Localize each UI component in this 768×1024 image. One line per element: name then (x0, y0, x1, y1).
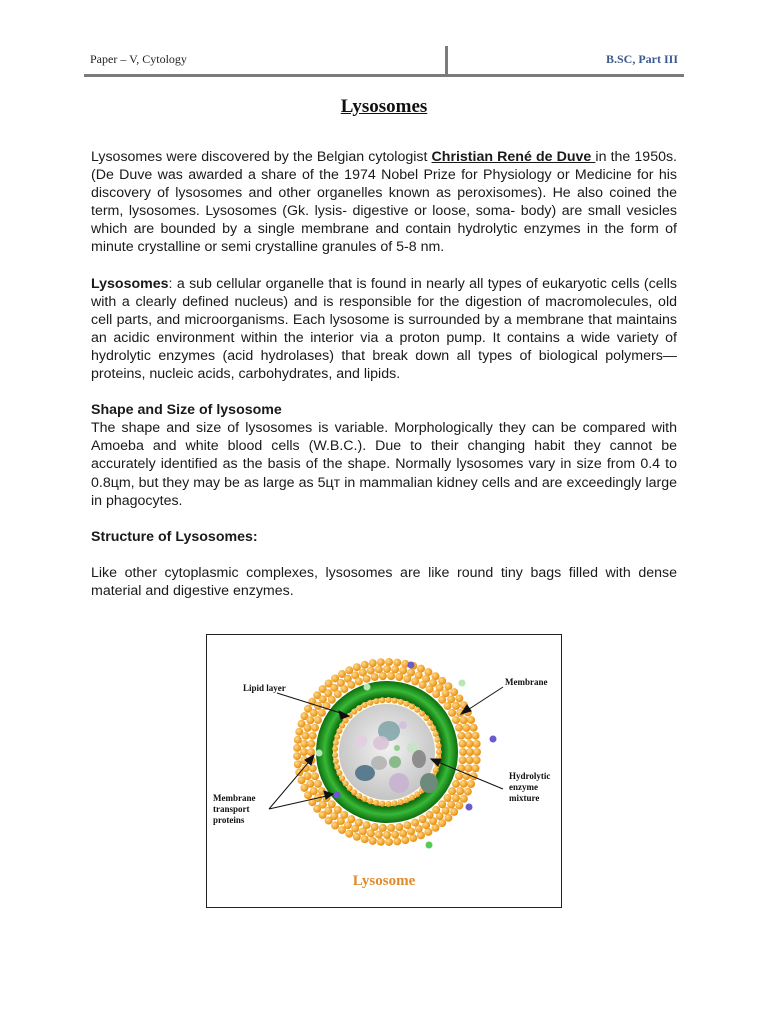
lipid-head (452, 780, 460, 788)
lipid-head (387, 824, 395, 832)
lipid-head (398, 799, 404, 805)
lipid-head (432, 672, 440, 680)
lipid-head (464, 732, 472, 740)
figure-caption: Lysosome (352, 873, 416, 889)
lipid-head (432, 824, 440, 832)
lipid-head (457, 732, 465, 740)
lipid-head (459, 756, 467, 764)
header-course: B.SC, Part III (605, 52, 678, 66)
lipid-head (371, 823, 379, 831)
lipid-head (361, 835, 369, 843)
page-title: Lysosomes (340, 96, 428, 117)
lipid-head (455, 802, 463, 810)
lipid-head (362, 702, 368, 708)
lipid-head (351, 709, 357, 715)
lipid-head (369, 837, 377, 845)
label-hydrolytic-enzyme-line3: mixture (509, 793, 540, 803)
lipid-head (455, 724, 463, 732)
lipid-head (464, 788, 472, 796)
lipid-head (414, 791, 420, 797)
lipid-head (395, 823, 403, 831)
lipid-head (304, 724, 312, 732)
definition-paragraph (91, 275, 677, 384)
lipid-head (328, 696, 336, 704)
lipid-head (332, 746, 338, 752)
lipid-head (385, 658, 393, 666)
lipid-head (436, 743, 442, 749)
lipid-head (404, 701, 410, 707)
lipid-head (356, 793, 362, 799)
lipid-head (314, 716, 322, 724)
lipid-head (375, 831, 383, 839)
lipid-head (414, 707, 420, 713)
lipid-head (351, 789, 357, 795)
lipid-head (436, 749, 442, 755)
lipid-head (398, 699, 404, 705)
lipid-head (302, 732, 310, 740)
lipid-head (435, 737, 441, 743)
intro-paragraph (91, 148, 677, 257)
lipid-head (450, 688, 458, 696)
lipid-head (336, 728, 342, 734)
lipid-head (363, 675, 371, 683)
shape-heading: Shape and Size of lysosome (91, 402, 282, 419)
lipid-head (395, 673, 403, 681)
lipid-head (367, 700, 373, 706)
lipid-head (444, 682, 452, 690)
lipid-head (403, 675, 411, 683)
lipid-head (411, 677, 419, 685)
lipid-head (328, 800, 336, 808)
lipid-head (467, 780, 475, 788)
lipid-head (355, 677, 363, 685)
lipid-head (452, 702, 460, 710)
definition-term: Lysosomes (91, 275, 169, 292)
lipid-head (377, 838, 385, 846)
lipid-head (386, 801, 392, 807)
header-paper: Paper – V, Cytology (90, 52, 187, 66)
lipid-head (456, 787, 464, 795)
header-divider (445, 46, 448, 76)
lipid-head (391, 665, 399, 673)
lipid-head (339, 775, 345, 781)
lipid-head (392, 698, 398, 704)
lipid-head (470, 772, 478, 780)
lipid-head (466, 740, 474, 748)
lipid-head (356, 705, 362, 711)
page-header (84, 44, 684, 76)
lipid-head (386, 697, 392, 703)
lipid-head (334, 690, 342, 698)
lipid-head (455, 772, 463, 780)
lipid-head (409, 795, 415, 801)
label-hydrolytic-enzyme-line1: Hydrolytic (509, 771, 551, 781)
lipid-head (379, 824, 387, 832)
lipid-head (379, 801, 385, 807)
lipid-head (470, 724, 478, 732)
lipid-head (419, 815, 427, 823)
lipid-head (433, 767, 439, 773)
lipid-head (426, 811, 434, 819)
lipid-head (347, 785, 353, 791)
lipid-head (379, 672, 387, 680)
lipid-head (391, 831, 399, 839)
lipid-head (423, 715, 429, 721)
lipid-head (334, 806, 342, 814)
lipid-head (403, 821, 411, 829)
lipid-head (438, 800, 446, 808)
lipid-head (432, 690, 440, 698)
lipid-head (353, 663, 361, 671)
lipid-head (373, 698, 379, 704)
lipid-head (300, 748, 308, 756)
lipid-head (448, 709, 456, 717)
lipid-head (377, 658, 385, 666)
lipid-head (462, 772, 470, 780)
lipid-head (293, 744, 301, 752)
lipid-head (462, 724, 470, 732)
lipid-head (419, 711, 425, 717)
document-body (91, 148, 677, 600)
lipid-head (353, 833, 361, 841)
label-hydrolytic-enzyme-line2: enzyme (509, 782, 538, 792)
lipid-head (409, 703, 415, 709)
label-membrane: Membrane (505, 677, 548, 687)
lipid-head (444, 702, 452, 710)
lipid-head (309, 732, 317, 740)
header-rule (84, 74, 684, 77)
lipid-head (419, 681, 427, 689)
lipid-head (371, 673, 379, 681)
lipid-head (466, 748, 474, 756)
label-transport-proteins-line1: Membrane (213, 793, 256, 803)
lipid-head (426, 685, 434, 693)
lipid-head (306, 716, 314, 724)
lipid-head (393, 837, 401, 845)
lipid-head (362, 796, 368, 802)
lysosome-figure (206, 634, 562, 908)
lipid-head (473, 740, 481, 748)
lipid-head (367, 798, 373, 804)
lipid-head (314, 780, 322, 788)
lipid-head (300, 740, 308, 748)
lipid-head (339, 723, 345, 729)
lipid-head (430, 725, 436, 731)
definition-text: : a sub cellular organelle that is found in nearly all types of eukaryotic cells (cells with a clearly defined nucleus) and is responsible for the digestion of macromolecules, old cell parts, and microorganisms. Each lysosome is surrounded by a membrane that maintains an acidic environment within the interior via a proton pump. It contains a wide variety of hydrolytic enzymes (acid hydrolases) that break down all types of biological polymers—proteins, nucleic acids, carbohydrates, and lipids. (91, 275, 677, 383)
lipid-head (373, 800, 379, 806)
structure-heading: Structure of Lysosomes: (91, 528, 258, 545)
lipid-head (334, 734, 340, 740)
lipid-head (293, 752, 301, 760)
lipid-head (448, 787, 456, 795)
lipid-head (355, 819, 363, 827)
lipid-head (310, 709, 318, 717)
lipid-head (334, 764, 340, 770)
lipid-head (444, 814, 452, 822)
lipid-head (427, 720, 433, 726)
lipid-head (375, 665, 383, 673)
lipid-head (460, 716, 468, 724)
structure-paragraph: Like other cytoplasmic complexes, lysosomes are like round tiny bags filled with dense material and digestive enzymes. (91, 564, 677, 599)
lipid-head (304, 772, 312, 780)
label-transport-proteins-line2: transport (213, 804, 250, 814)
lipid-head (340, 685, 348, 693)
lipid-head (309, 764, 317, 772)
lipid-head (379, 697, 385, 703)
lipid-head (392, 800, 398, 806)
lipid-head (452, 716, 460, 724)
lipid-head (452, 794, 460, 802)
lipid-head (363, 821, 371, 829)
lipid-head (347, 815, 355, 823)
lipid-head (369, 659, 377, 667)
lipid-head (333, 758, 339, 764)
lipid-head (438, 819, 446, 827)
shape-paragraph: The shape and size of lysosomes is variable. Morphologically they can be compared with Amoeba and white blood cells (W.B.C.). Due to their changing habit they cannot be accurately identified as the basis of the shape. Normally lysosomes vary in size from 0.4 to 0.8цm, but they may be as large as 5цт in mammalian kidney cells and are exceedingly large in phagocytes. (91, 420, 677, 509)
lipid-head (311, 724, 319, 732)
lipid-head (340, 811, 348, 819)
lipid-head (343, 781, 349, 787)
lipid-head (455, 694, 463, 702)
lipid-head (432, 806, 440, 814)
lipid-head (438, 677, 446, 685)
lipid-head (460, 795, 468, 803)
lipid-head (318, 709, 326, 717)
lipid-head (466, 756, 474, 764)
lipid-head (336, 770, 342, 776)
lipid-head (347, 681, 355, 689)
lipid-head (333, 740, 339, 746)
lipid-head (411, 819, 419, 827)
lipid-head (361, 661, 369, 669)
lipid-head (310, 787, 318, 795)
lipid-head (467, 716, 475, 724)
label-lipid-layer: Lipid layer (243, 683, 286, 693)
lipid-head (473, 748, 481, 756)
intro-before: Lysosomes were discovered by the Belgian cytologist (91, 149, 432, 165)
lipid-head (404, 797, 410, 803)
lipid-head (472, 732, 480, 740)
lipid-head (444, 794, 452, 802)
lipid-head (438, 696, 446, 704)
lipid-head (311, 772, 319, 780)
lipid-head (450, 808, 458, 816)
discoverer-name: Christian René de Duve (431, 149, 596, 165)
lipid-head (393, 659, 401, 667)
lipid-head (464, 764, 472, 772)
intro-after: in the 1950s. (De Duve was awarded a share of the 1974 Nobel Prize for Physiology or Medicine for his discovery of lysosomes and other organelles known as peroxisomes). He also coined the term, lysosomes. Lysosomes (Gk. lysis- digestive or loose, soma- body) are small vesicles which are bounded by a single membrane and contain hydrolytic enzymes in the form of minute crystalline or semi crystalline granules of 5-8 nm. (91, 149, 678, 256)
label-transport-proteins (213, 793, 256, 826)
lipid-head (433, 731, 439, 737)
lipid-head (459, 740, 467, 748)
lipid-head (332, 752, 338, 758)
lipid-head (306, 780, 314, 788)
lipid-head (383, 831, 391, 839)
lipid-head (457, 764, 465, 772)
label-transport-proteins-line3: proteins (213, 815, 245, 825)
lipid-head (307, 740, 315, 748)
lipid-head (473, 756, 481, 764)
lipid-head (383, 665, 391, 673)
lipid-head (387, 672, 395, 680)
lipid-head (460, 780, 468, 788)
lipid-head (385, 838, 393, 846)
lipid-head (459, 748, 467, 756)
lipid-head (472, 764, 480, 772)
lysosome-diagram (207, 635, 561, 907)
label-hydrolytic-enzyme (509, 771, 550, 804)
